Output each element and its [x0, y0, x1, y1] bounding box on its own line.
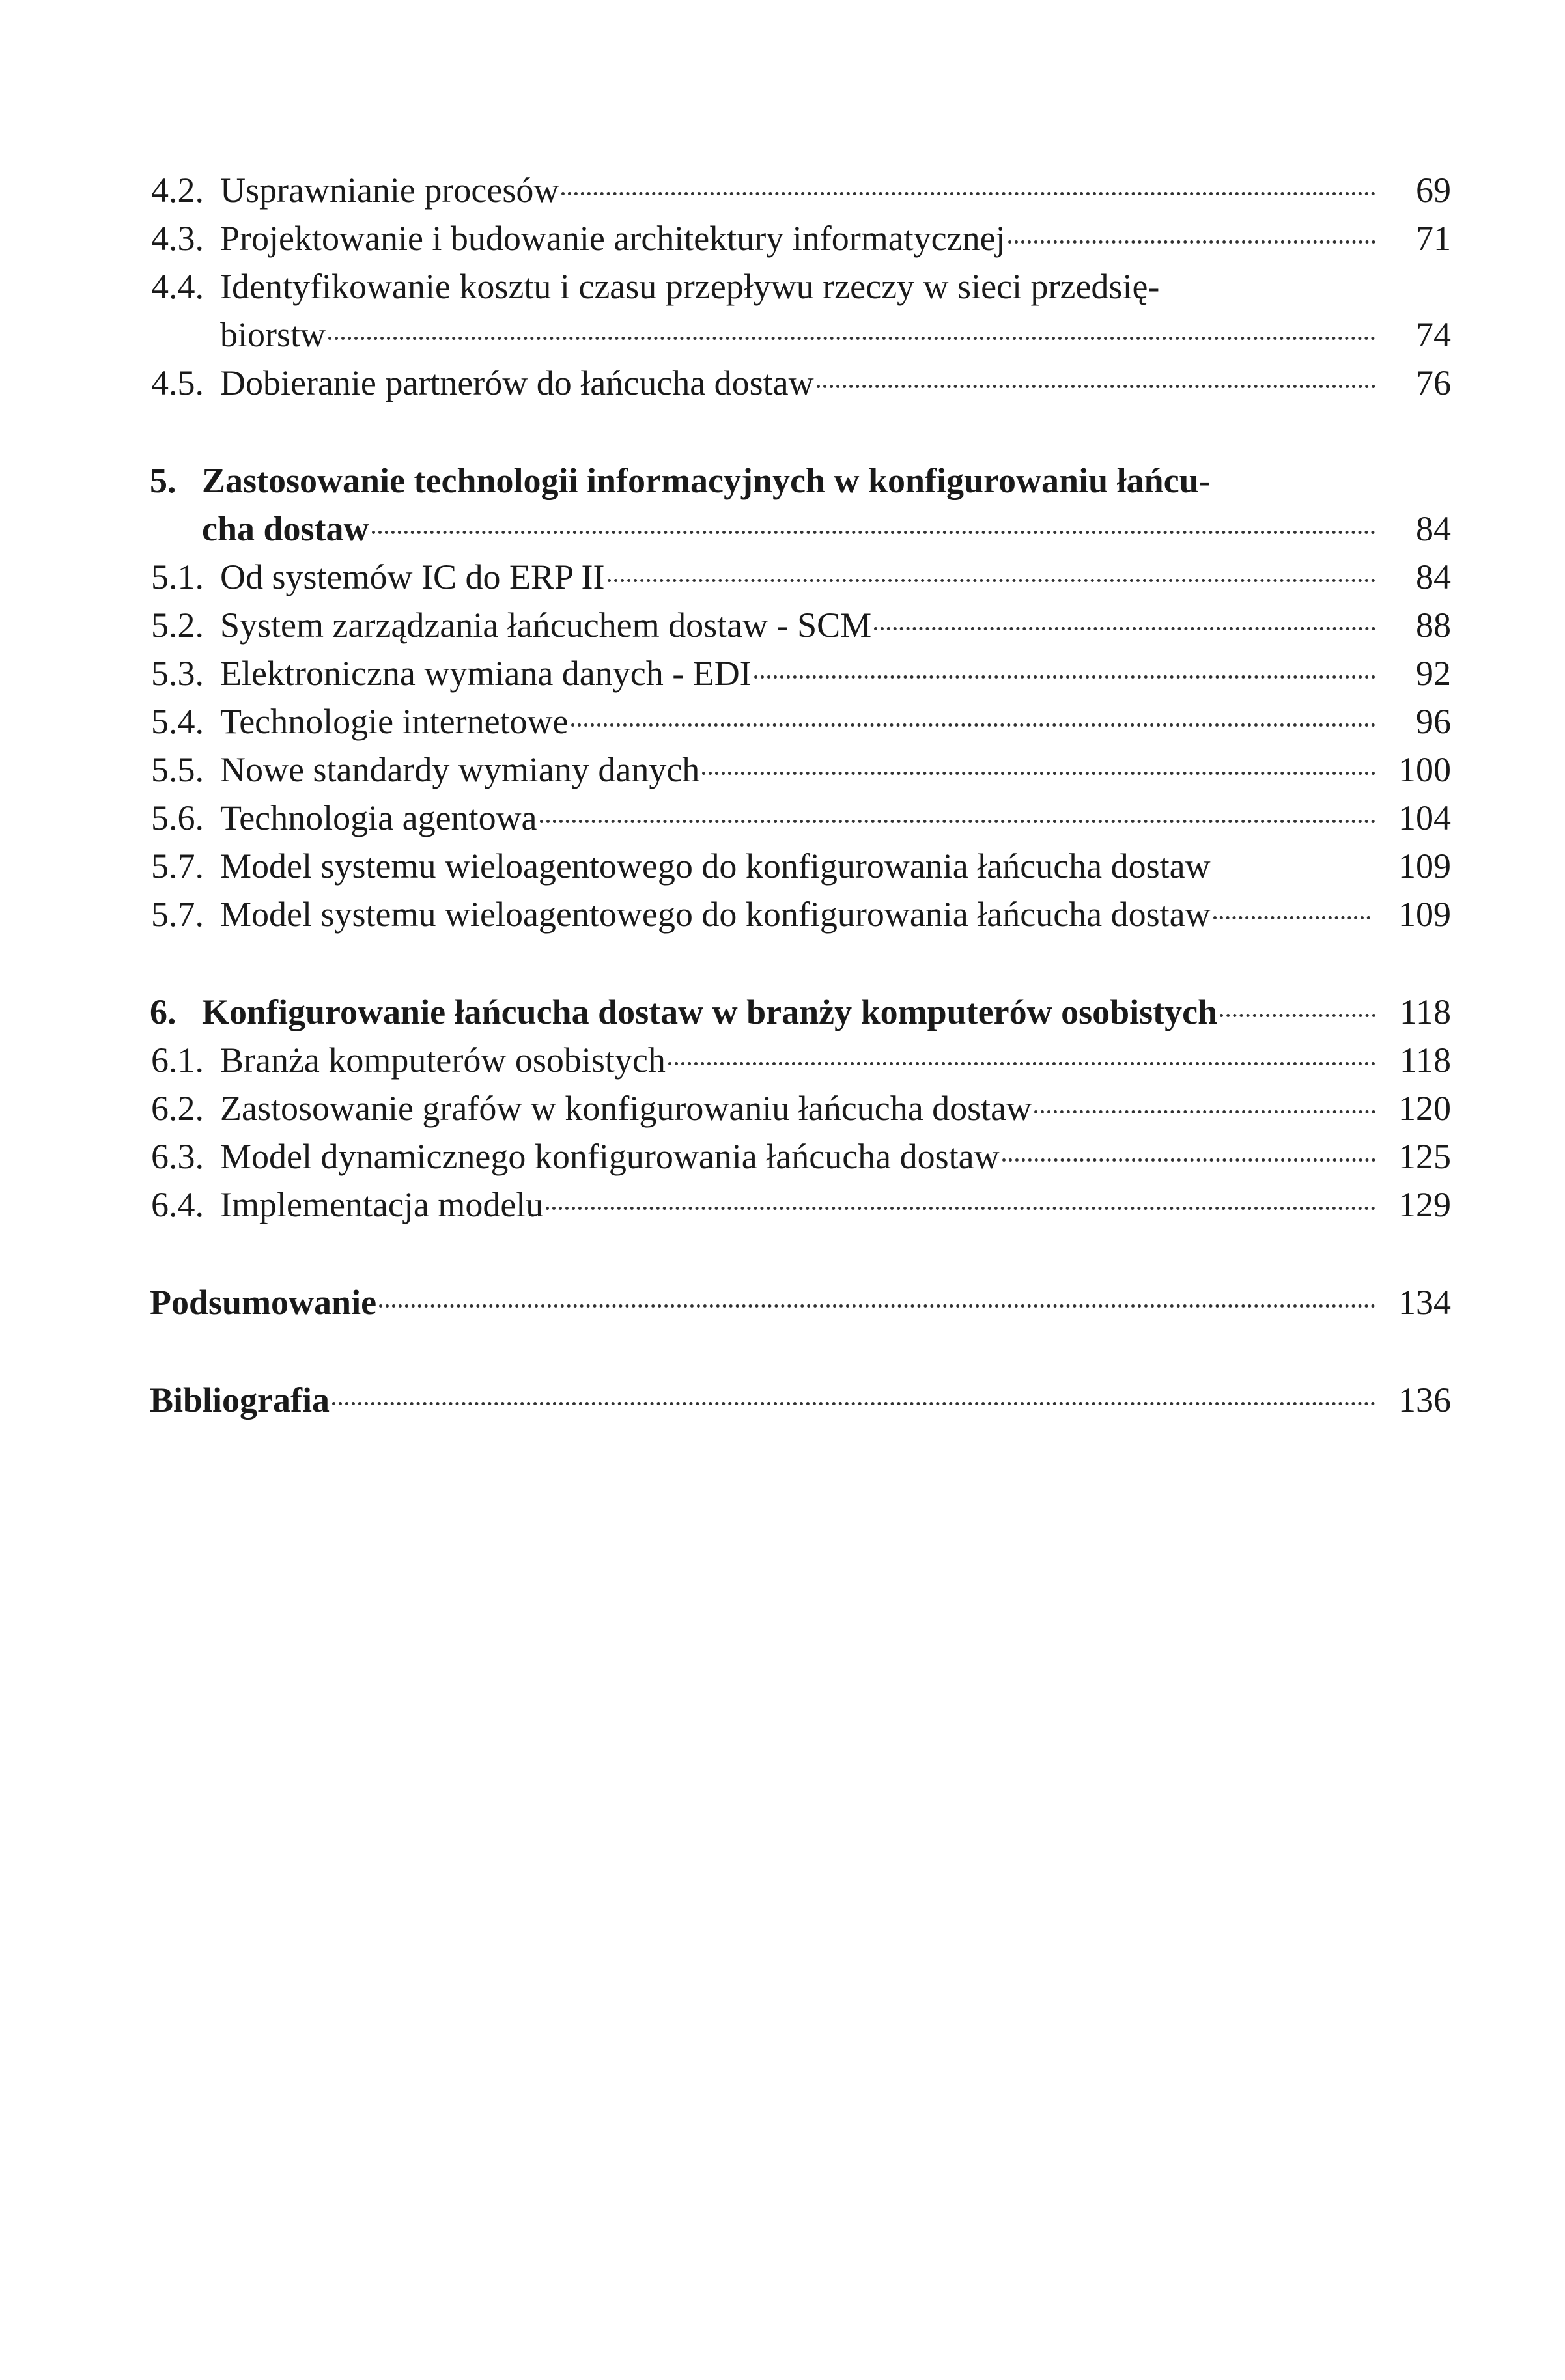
- entry-title: Implementacja modelu: [220, 1185, 544, 1224]
- entry-number: 5.7.: [151, 847, 204, 886]
- spacer: [150, 938, 1451, 988]
- chapter-entry: [150, 456, 1451, 553]
- entry-number: 5.7.: [151, 895, 204, 934]
- toc-entry: [150, 746, 1451, 794]
- summary-title: Podsumowanie: [150, 1283, 377, 1322]
- chapter-entry: [150, 988, 1451, 1036]
- toc-entry: [150, 842, 1451, 890]
- page-number: 84: [1416, 509, 1451, 548]
- page-number: 100: [1398, 750, 1451, 789]
- page-number: 71: [1416, 219, 1451, 258]
- chapter-title-line2: cha dostaw: [202, 509, 369, 548]
- chapter-number: 5.: [150, 461, 176, 500]
- toc-entry: [150, 601, 1451, 649]
- toc-entry: [150, 553, 1451, 601]
- entry-title: Model systemu wieloagentowego do konfigurowania łańcucha dostaw: [220, 895, 1211, 934]
- dot-leader: [668, 1037, 1375, 1072]
- bibliography-entry: [150, 1376, 1451, 1424]
- page-number: 92: [1416, 654, 1451, 693]
- entry-number: 6.3.: [151, 1137, 204, 1176]
- entry-number: 5.3.: [151, 654, 204, 693]
- page-number: 129: [1398, 1185, 1451, 1224]
- page-number: 84: [1416, 557, 1451, 596]
- entry-title: Zastosowanie grafów w konfigurowaniu łańcucha dostaw: [220, 1089, 1032, 1128]
- entry-number: 6.2.: [151, 1089, 204, 1128]
- entry-title: Model systemu wieloagentowego do konfigurowania łańcucha dostaw: [220, 847, 1211, 886]
- entry-title-line2: biorstw: [220, 315, 326, 354]
- page-number: 96: [1416, 702, 1451, 741]
- dot-leader: [561, 167, 1375, 202]
- dot-leader: [702, 746, 1375, 781]
- dot-leader: [379, 1279, 1375, 1314]
- entry-number: 4.4.: [151, 267, 204, 306]
- entry-number: 5.5.: [151, 750, 204, 789]
- spacer: [150, 407, 1451, 456]
- toc-entry: [150, 1036, 1451, 1084]
- entry-title: Branża komputerów osobistych: [220, 1041, 666, 1080]
- dot-leader: [1034, 1085, 1375, 1120]
- dot-leader: [754, 650, 1375, 685]
- entry-title: Technologie internetowe: [220, 702, 569, 741]
- toc-entry: [150, 166, 1451, 214]
- page-number: 88: [1416, 606, 1451, 645]
- page-number: 134: [1398, 1283, 1451, 1322]
- dot-leader: [817, 359, 1375, 395]
- dot-leader: [571, 698, 1375, 733]
- dot-leader: [1002, 1133, 1375, 1168]
- summary-entry: [150, 1278, 1451, 1326]
- entry-title: Dobieranie partnerów do łańcucha dostaw: [220, 363, 814, 402]
- toc-entry-wrapped: [150, 262, 1451, 359]
- chapter-title: Konfigurowanie łańcucha dostaw w branży komputerów osobistych: [202, 992, 1218, 1031]
- page-number: 74: [1416, 315, 1451, 354]
- toc-entry: [150, 1181, 1451, 1229]
- dot-leader: [332, 1377, 1375, 1412]
- entry-title: Nowe standardy wymiany danych: [220, 750, 700, 789]
- entry-number: 5.4.: [151, 702, 204, 741]
- dot-leader: [1008, 215, 1375, 250]
- page-number: 109: [1398, 847, 1451, 886]
- toc-entry: [150, 1084, 1451, 1132]
- entry-number: 5.2.: [151, 606, 204, 645]
- spacer: [150, 1326, 1451, 1376]
- entry-title: Elektroniczna wymiana danych - EDI: [220, 654, 752, 693]
- entry-title: Projektowanie i budowanie architektury informatycznej: [220, 219, 1006, 258]
- page-number: 136: [1398, 1380, 1451, 1420]
- toc-entry: [150, 890, 1451, 938]
- dot-leader: [1220, 988, 1375, 1024]
- toc-entry: [150, 214, 1451, 262]
- dot-leader: [546, 1181, 1375, 1216]
- bibliography-title: Bibliografia: [150, 1380, 330, 1420]
- dot-leader: [540, 794, 1375, 830]
- dot-leader: [608, 553, 1376, 589]
- page-number: 104: [1398, 798, 1451, 837]
- table-of-contents: [150, 166, 1451, 1424]
- entry-title: Usprawnianie procesów: [220, 171, 559, 210]
- page-number: 109: [1398, 895, 1451, 934]
- toc-entry: [150, 359, 1451, 407]
- toc-entry: [150, 794, 1451, 842]
- dot-leader: [874, 602, 1375, 637]
- toc-entry: [150, 697, 1451, 746]
- entry-title-line1: Identyfikowanie kosztu i czasu przepływu rzeczy w sieci przedsię-: [220, 267, 1160, 306]
- entry-number: 4.5.: [151, 363, 204, 402]
- dot-leader: [328, 311, 1375, 346]
- entry-title: Model dynamicznego konfigurowania łańcucha dostaw: [220, 1137, 1000, 1176]
- chapter-number: 6.: [150, 992, 176, 1031]
- entry-number: 5.1.: [151, 557, 204, 596]
- page-number: 120: [1398, 1089, 1451, 1128]
- page-number: 125: [1398, 1137, 1451, 1176]
- dot-leader: [1213, 891, 1370, 926]
- spacer: [150, 1229, 1451, 1278]
- page-number: 69: [1416, 171, 1451, 210]
- entry-title: Od systemów IC do ERP II: [220, 557, 605, 596]
- toc-entry: [150, 649, 1451, 697]
- entry-number: 5.6.: [151, 798, 204, 837]
- entry-title: Technologia agentowa: [220, 798, 537, 837]
- entry-number: 4.2.: [151, 171, 204, 210]
- chapter-title-line1: Zastosowanie technologii informacyjnych w konfigurowaniu łańcu-: [202, 461, 1211, 500]
- entry-number: 4.3.: [151, 219, 204, 258]
- toc-entry: [150, 1132, 1451, 1181]
- dot-leader: [372, 505, 1375, 540]
- entry-title: System zarządzania łańcuchem dostaw - SCM: [220, 606, 872, 645]
- entry-number: 6.1.: [151, 1041, 204, 1080]
- page-number: 118: [1400, 1041, 1451, 1080]
- page-number: 76: [1416, 363, 1451, 402]
- page-number: 118: [1400, 992, 1451, 1031]
- entry-number: 6.4.: [151, 1185, 204, 1224]
